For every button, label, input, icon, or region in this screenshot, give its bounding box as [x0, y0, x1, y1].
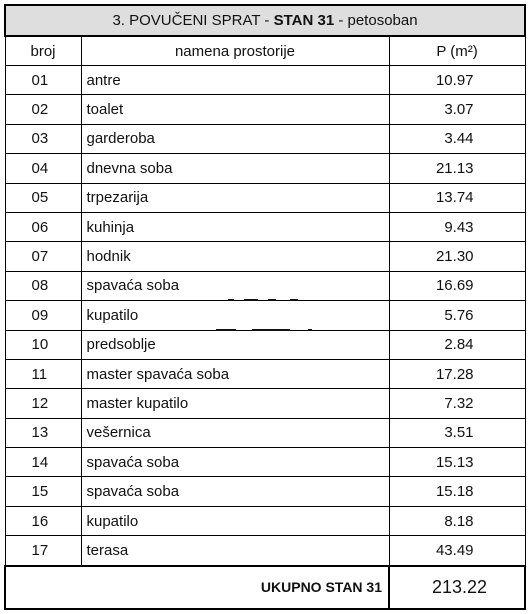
room-name: trpezarija [81, 183, 389, 212]
room-area: 21.30 [389, 242, 525, 271]
room-name: toalet [81, 95, 389, 124]
scan-artifact [216, 329, 236, 331]
room-area: 21.13 [389, 154, 525, 183]
room-area: 3.51 [389, 418, 525, 447]
room-name: predsoblje [81, 330, 389, 359]
table-row [5, 477, 525, 506]
table-row [5, 359, 525, 388]
table-row [5, 301, 525, 330]
room-number: 10 [5, 330, 81, 359]
table-title [5, 5, 525, 36]
table-row [5, 95, 525, 124]
room-number: 05 [5, 183, 81, 212]
table-title-row [5, 5, 525, 36]
total-value: 213.22 [389, 566, 525, 609]
room-number: 13 [5, 418, 81, 447]
room-number: 06 [5, 212, 81, 241]
room-area: 9.43 [389, 212, 525, 241]
scan-artifact [228, 299, 234, 301]
table-row [5, 536, 525, 566]
room-area: 13.74 [389, 183, 525, 212]
room-number: 11 [5, 359, 81, 388]
room-name: spavaća soba [81, 271, 389, 300]
room-number: 03 [5, 124, 81, 153]
table-row [5, 448, 525, 477]
room-number: 12 [5, 389, 81, 418]
total-label: UKUPNO STAN 31 [5, 566, 389, 609]
room-area: 5.76 [389, 301, 525, 330]
room-name: spavaća soba [81, 477, 389, 506]
room-area: 15.13 [389, 448, 525, 477]
column-header-room-name: namena prostorije [81, 36, 389, 66]
room-name: kuhinja [81, 212, 389, 241]
room-number: 01 [5, 66, 81, 95]
room-name: master kupatilo [81, 389, 389, 418]
room-number: 16 [5, 506, 81, 535]
room-area-table [4, 4, 526, 610]
room-number: 08 [5, 271, 81, 300]
table-row [5, 66, 525, 95]
room-name: dnevna soba [81, 154, 389, 183]
room-area: 7.32 [389, 389, 525, 418]
room-area: 43.49 [389, 536, 525, 566]
room-name: garderoba [81, 124, 389, 153]
table-row [5, 124, 525, 153]
room-name: hodnik [81, 242, 389, 271]
table-row [5, 212, 525, 241]
room-area: 3.44 [389, 124, 525, 153]
room-name: spavaća soba [81, 448, 389, 477]
room-number: 04 [5, 154, 81, 183]
table-row [5, 154, 525, 183]
title-apartment: STAN 31 [273, 12, 335, 29]
table-row [5, 183, 525, 212]
scan-artifact [308, 329, 312, 331]
table-body [5, 66, 525, 566]
scan-artifact [290, 299, 298, 301]
room-number: 17 [5, 536, 81, 566]
room-name: master spavaća soba [81, 359, 389, 388]
room-area: 3.07 [389, 95, 525, 124]
room-area: 17.28 [389, 359, 525, 388]
scan-artifact [244, 299, 258, 301]
title-prefix: 3. POVUČENI SPRAT - [112, 12, 274, 29]
room-number: 02 [5, 95, 81, 124]
total-row [5, 566, 525, 609]
room-name: antre [81, 66, 389, 95]
room-area: 8.18 [389, 506, 525, 535]
column-header-number: broj [5, 36, 81, 66]
table-row [5, 389, 525, 418]
scan-artifact [252, 329, 290, 331]
table-row [5, 271, 525, 300]
room-name: terasa [81, 536, 389, 566]
room-name: kupatilo [81, 301, 389, 330]
room-name: vešernica [81, 418, 389, 447]
table-row [5, 330, 525, 359]
table-row [5, 242, 525, 271]
room-number: 09 [5, 301, 81, 330]
room-area: 15.18 [389, 477, 525, 506]
table-row [5, 506, 525, 535]
column-header-area: P (m²) [389, 36, 525, 66]
column-header-row [5, 36, 525, 66]
room-area: 16.69 [389, 271, 525, 300]
scan-artifact [268, 299, 276, 301]
room-name: kupatilo [81, 506, 389, 535]
room-number: 15 [5, 477, 81, 506]
room-area: 2.84 [389, 330, 525, 359]
room-area: 10.97 [389, 66, 525, 95]
table-row [5, 418, 525, 447]
room-number: 07 [5, 242, 81, 271]
room-number: 14 [5, 448, 81, 477]
title-suffix: - petosoban [334, 12, 418, 29]
